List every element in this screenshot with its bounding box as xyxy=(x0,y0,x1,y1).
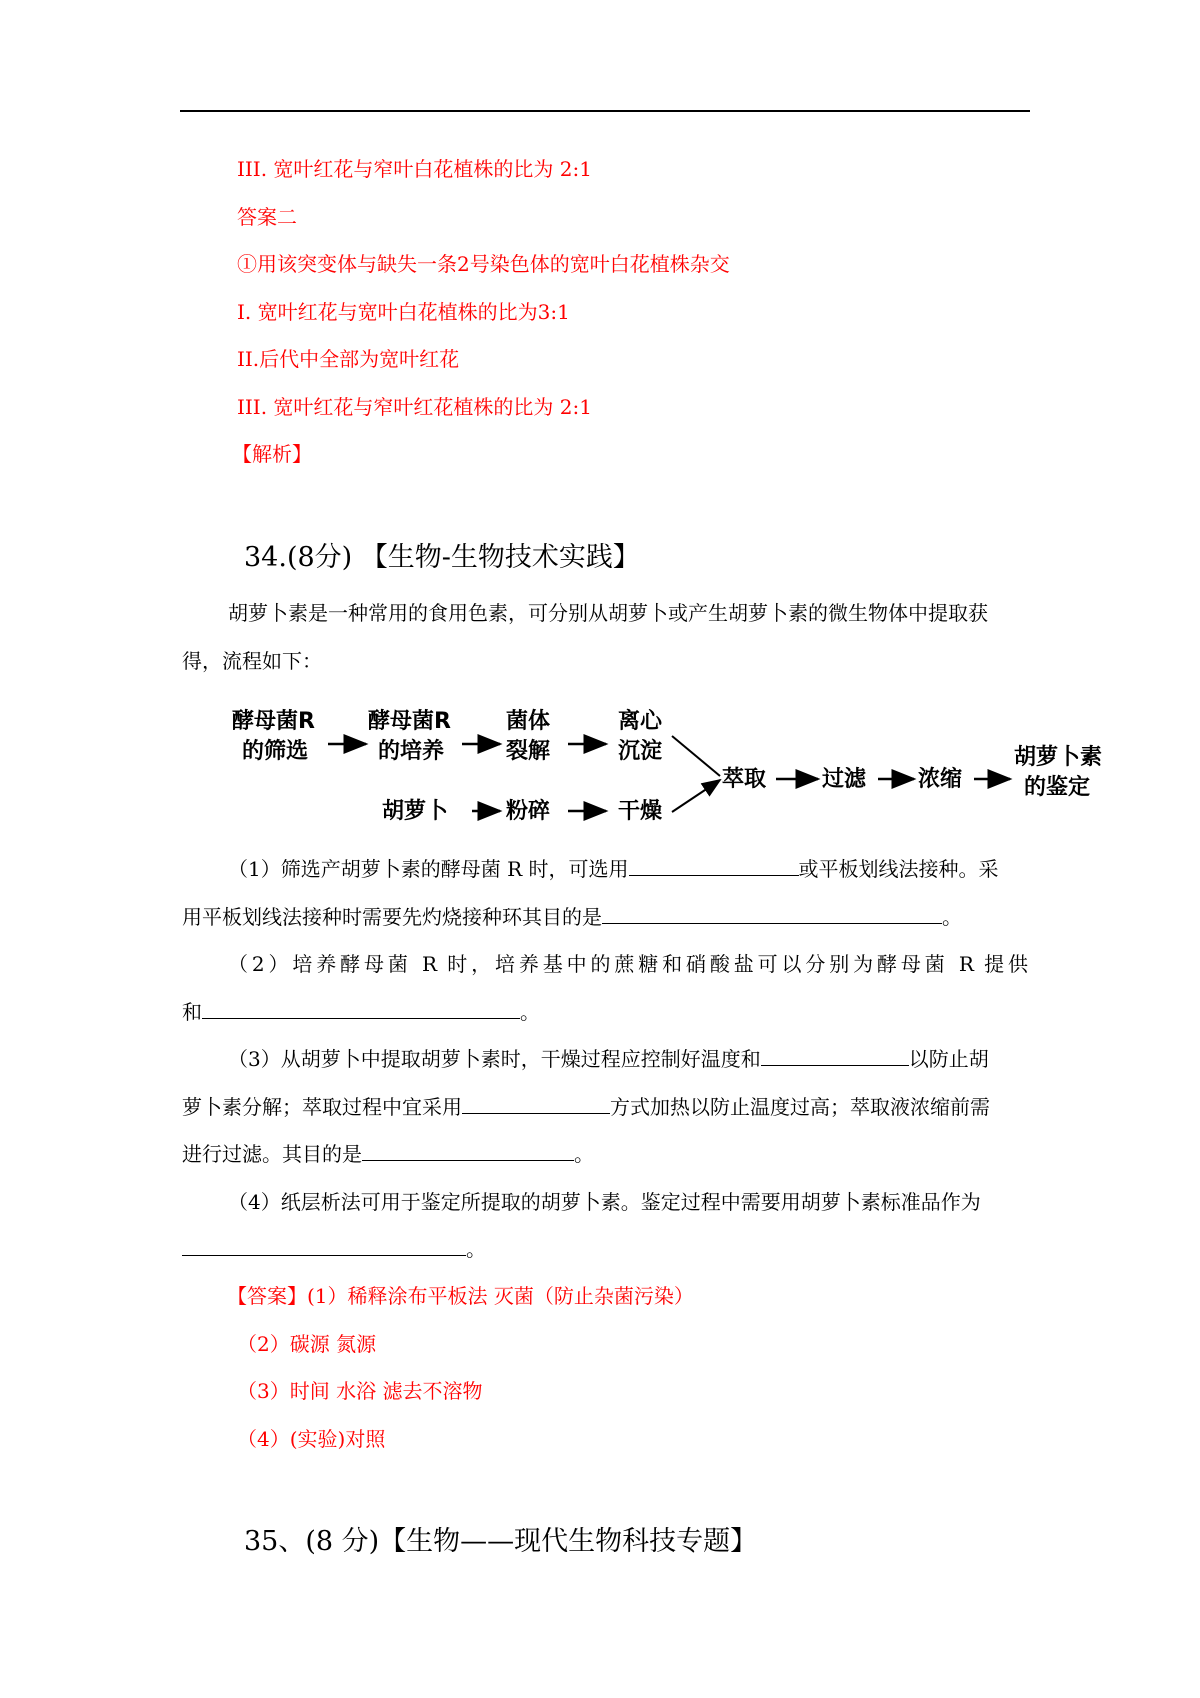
answer-line-ii: II.后代中全部为宽叶红花 xyxy=(237,347,460,371)
q34-p1-text-b: 或平板划线法接种。采 xyxy=(798,857,999,881)
q34-p4-text-a: （4）纸层析法可用于鉴定所提取的胡萝卜素。鉴定过程中需要用胡萝卜素标准品作为 xyxy=(228,1189,981,1214)
q34-p2-text-a: （2）培养酵母菌 R 时，培养基中的蔗糖和硝酸盐可以分别为酵母菌 R 提供 xyxy=(228,952,1028,976)
q34-blank-1[interactable] xyxy=(629,857,799,876)
q34-blank-7[interactable] xyxy=(182,1237,466,1256)
flow-node-screening-l1: 酵母菌R xyxy=(232,709,315,734)
flow-merge-top xyxy=(672,736,720,776)
flow-node-identify-l2: 的鉴定 xyxy=(1024,775,1091,800)
q34-blank-5[interactable] xyxy=(462,1095,610,1114)
q34-intro-line1: 胡萝卜素是一种常用的食用色素，可分别从胡萝卜或产生胡萝卜素的微生物体中提取获 xyxy=(228,601,988,625)
q34-p3-text-e: 进行过滤。其目的是 xyxy=(182,1142,362,1166)
q34-p3-text-a: （3）从胡萝卜中提取胡萝卜素时，干燥过程应控制好温度和 xyxy=(228,1047,761,1071)
q34-answer-2: （2）碳源 氮源 xyxy=(237,1332,377,1356)
q34-p3-text-c: 萝卜素分解；萃取过程中宜采用 xyxy=(182,1094,462,1119)
answer-line-i: I. 宽叶红花与宽叶白花植株的比为3:1 xyxy=(237,300,570,324)
q34-blank-4[interactable] xyxy=(761,1047,909,1066)
answer-line-iii-a: III. 宽叶红花与窄叶白花植株的比为 2:1 xyxy=(237,157,592,181)
q34-questions xyxy=(182,846,1028,1274)
flow-node-crush: 粉碎 xyxy=(506,799,551,824)
flow-node-culture-l2: 的培养 xyxy=(378,739,445,764)
flow-node-culture-l1: 酵母菌R xyxy=(368,709,451,734)
flow-node-identify-l1: 胡萝卜素 xyxy=(1014,745,1103,770)
analysis-label: 【解析】 xyxy=(232,442,312,466)
q34-p3-text-f: 。 xyxy=(574,1142,594,1166)
q34-p4-text-b: 。 xyxy=(466,1237,486,1261)
q34-blank-3[interactable] xyxy=(202,1000,520,1019)
q34-intro-line2: 得，流程如下： xyxy=(182,648,322,673)
flow-merge-bottom xyxy=(672,780,720,812)
q34-intro xyxy=(182,590,1028,685)
q34-answer-1: 【答案】(1）稀释涂布平板法 灭菌（防止杂菌污染） xyxy=(227,1284,694,1308)
q34-blank-2[interactable] xyxy=(602,905,942,924)
q34-p3-text-b: 以防止胡 xyxy=(908,1047,989,1071)
flow-node-lysis-l2: 裂解 xyxy=(506,739,551,764)
extraction-flow-diagram xyxy=(228,700,1128,840)
q35-heading: 35、(8 分)【生物——现代生物科技专题】 xyxy=(244,1526,758,1557)
flow-node-concentrate: 浓缩 xyxy=(918,767,963,792)
answer-line-iii-b: III. 宽叶红花与窄叶红花植株的比为 2:1 xyxy=(237,395,592,419)
q34-p1-text-c: 用平板划线法接种时需要先灼烧接种环其目的是 xyxy=(182,904,602,929)
q34-p3-text-d: 方式加热以防止温度过高；萃取液浓缩前需 xyxy=(610,1094,990,1119)
q34-answer-4: （4）(实验)对照 xyxy=(237,1427,386,1451)
q34-p1-text-d: 。 xyxy=(942,904,962,929)
q34-blank-6[interactable] xyxy=(362,1142,574,1161)
flow-node-lysis-l1: 菌体 xyxy=(506,709,551,734)
answer-two-label: 答案二 xyxy=(237,205,297,229)
flow-node-centrifuge-l1: 离心 xyxy=(618,709,663,734)
flow-node-extract: 萃取 xyxy=(722,767,767,792)
q34-answer-3: （3）时间 水浴 滤去不溶物 xyxy=(237,1379,483,1403)
header-rule xyxy=(180,110,1030,112)
flow-node-centrifuge-l2: 沉淀 xyxy=(618,739,663,764)
q34-p2-text-c: 。 xyxy=(520,999,540,1024)
flow-node-dry: 干燥 xyxy=(618,799,663,824)
answer-line-1: ①用该突变体与缺失一条2号染色体的宽叶白花植株杂交 xyxy=(237,252,730,276)
q34-p2-text-b: 和 xyxy=(182,999,202,1024)
flow-node-filter: 过滤 xyxy=(822,767,867,792)
q34-p1-text-a: （1）筛选产胡萝卜素的酵母菌 R 时，可选用 xyxy=(228,857,629,881)
flow-node-screening-l2: 的筛选 xyxy=(242,739,309,764)
q34-heading: 34.(8分) 【生物-生物技术实践】 xyxy=(244,542,640,573)
flow-node-carrot: 胡萝卜 xyxy=(382,799,449,824)
